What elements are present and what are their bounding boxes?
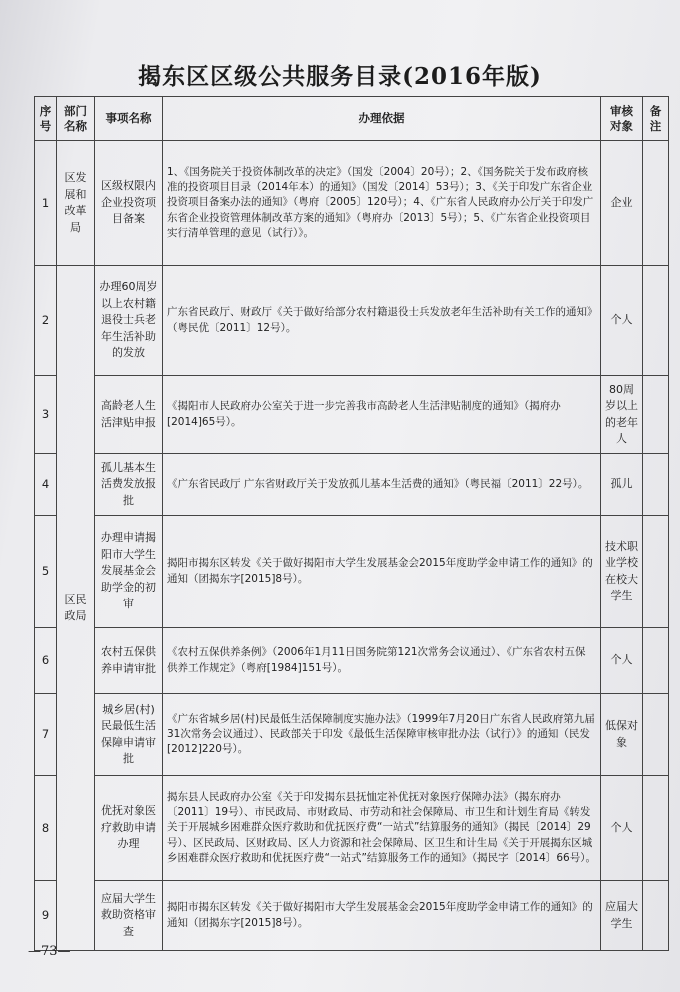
row-basis: 《广东省城乡居(村)民最低生活保障制度实施办法》（1999年7月20日广东省人民政府第九届31次常务会议通过）、民政部关于印发《最低生活保障审核审批办法（试行）》的通知（民发[2012]220号）。 <box>163 694 601 776</box>
row-note <box>643 776 669 881</box>
header-seq: 序号 <box>35 97 57 141</box>
row-note <box>643 628 669 694</box>
row-seq: 1 <box>35 141 57 266</box>
table-row <box>35 516 669 628</box>
row-target: 80周岁以上的老年人 <box>601 376 643 454</box>
service-directory-table <box>34 96 669 951</box>
row-seq: 2 <box>35 266 57 376</box>
row-seq: 6 <box>35 628 57 694</box>
row-seq: 9 <box>35 881 57 951</box>
header-target: 审核对象 <box>601 97 643 141</box>
row-note <box>643 881 669 951</box>
row-target: 低保对象 <box>601 694 643 776</box>
row-item: 孤儿基本生活费发放报批 <box>95 454 163 516</box>
table-row <box>35 776 669 881</box>
row-seq: 5 <box>35 516 57 628</box>
row-basis: 《农村五保供养条例》（2006年1月11日国务院第121次常务会议通过）、《广东省农村五保供养工作规定》（粤府[1984]151号）。 <box>163 628 601 694</box>
table-row <box>35 628 669 694</box>
row-note <box>643 266 669 376</box>
header-note: 备注 <box>643 97 669 141</box>
row-target: 个人 <box>601 628 643 694</box>
table-row <box>35 881 669 951</box>
table-row <box>35 454 669 516</box>
row-target: 孤儿 <box>601 454 643 516</box>
row-target: 技术职业学校在校大学生 <box>601 516 643 628</box>
row-note <box>643 376 669 454</box>
row-dept: 区民政局 <box>57 266 95 951</box>
row-dept: 区发展和改革局 <box>57 141 95 266</box>
row-basis: 1、《国务院关于投资体制改革的决定》（国发〔2004〕20号）；2、《国务院关于发布政府核准的投资项目目录（2014年本）的通知》（国发〔2014〕53号）；3、《关于印发广东省企业投资项目备案办法的通知》（粤府〔2005〕120号）；4、《广东省人民政府办公厅关于印发广东省企业投资管理体制改革方案的通知》（粤府办〔2013〕5号）；5、《广东省企业投资项目实行清单管理的意见（试行）》。 <box>163 141 601 266</box>
row-note <box>643 141 669 266</box>
row-item: 区级权限内企业投资项目备案 <box>95 141 163 266</box>
row-basis: 揭阳市揭东区转发《关于做好揭阳市大学生发展基金会2015年度助学金申请工作的通知》的通知（团揭东字[2015]8号）。 <box>163 516 601 628</box>
row-basis: 《广东省民政厅 广东省财政厅关于发放孤儿基本生活费的通知》（粤民福〔2011〕22号）。 <box>163 454 601 516</box>
row-note <box>643 694 669 776</box>
row-seq: 7 <box>35 694 57 776</box>
row-item: 应届大学生救助资格审查 <box>95 881 163 951</box>
row-item: 办理申请揭阳市大学生发展基金会助学金的初审 <box>95 516 163 628</box>
row-target: 个人 <box>601 266 643 376</box>
row-item: 农村五保供养申请审批 <box>95 628 163 694</box>
row-basis: 揭东县人民政府办公室《关于印发揭东县抚恤定补优抚对象医疗保障办法》（揭东府办〔2011〕19号）、市民政局、市财政局、市劳动和社会保障局、市卫生和计划生育局《转发关于开展城乡困难群众医疗救助和优抚医疗费“一站式”结算服务的通知》（揭民〔2014〕29号）、区民政局、区财政局、区人力资源和社会保障局、区卫生和计生局《关于开展揭东区城乡困难群众医疗救助和优抚医疗费“一站式”结算服务工作的通知》（揭民字〔2014〕66号）。 <box>163 776 601 881</box>
row-note <box>643 454 669 516</box>
row-seq: 3 <box>35 376 57 454</box>
document-title: 揭东区区级公共服务目录(2016年版) <box>138 63 542 90</box>
row-target: 个人 <box>601 776 643 881</box>
header-item: 事项名称 <box>95 97 163 141</box>
table-row <box>35 376 669 454</box>
table-row <box>35 694 669 776</box>
row-target: 企业 <box>601 141 643 266</box>
row-item: 优抚对象医疗救助申请办理 <box>95 776 163 881</box>
table-row <box>35 141 669 266</box>
row-item: 办理60周岁以上农村籍退役士兵老年生活补助的发放 <box>95 266 163 376</box>
table-row <box>35 266 669 376</box>
row-note <box>643 516 669 628</box>
row-item: 城乡居(村)民最低生活保障申请审批 <box>95 694 163 776</box>
header-dept: 部门名称 <box>57 97 95 141</box>
page-number: —73— <box>28 944 71 959</box>
row-basis: 《揭阳市人民政府办公室关于进一步完善我市高龄老人生活津贴制度的通知》（揭府办[2014]65号）。 <box>163 376 601 454</box>
row-seq: 4 <box>35 454 57 516</box>
row-seq: 8 <box>35 776 57 881</box>
header-basis: 办理依据 <box>163 97 601 141</box>
table-header-row <box>35 97 669 141</box>
row-basis: 广东省民政厅、财政厅《关于做好给部分农村籍退役士兵发放老年生活补助有关工作的通知》（粤民优〔2011〕12号）。 <box>163 266 601 376</box>
row-item: 高龄老人生活津贴申报 <box>95 376 163 454</box>
row-basis: 揭阳市揭东区转发《关于做好揭阳市大学生发展基金会2015年度助学金申请工作的通知》的通知（团揭东字[2015]8号）。 <box>163 881 601 951</box>
row-target: 应届大学生 <box>601 881 643 951</box>
